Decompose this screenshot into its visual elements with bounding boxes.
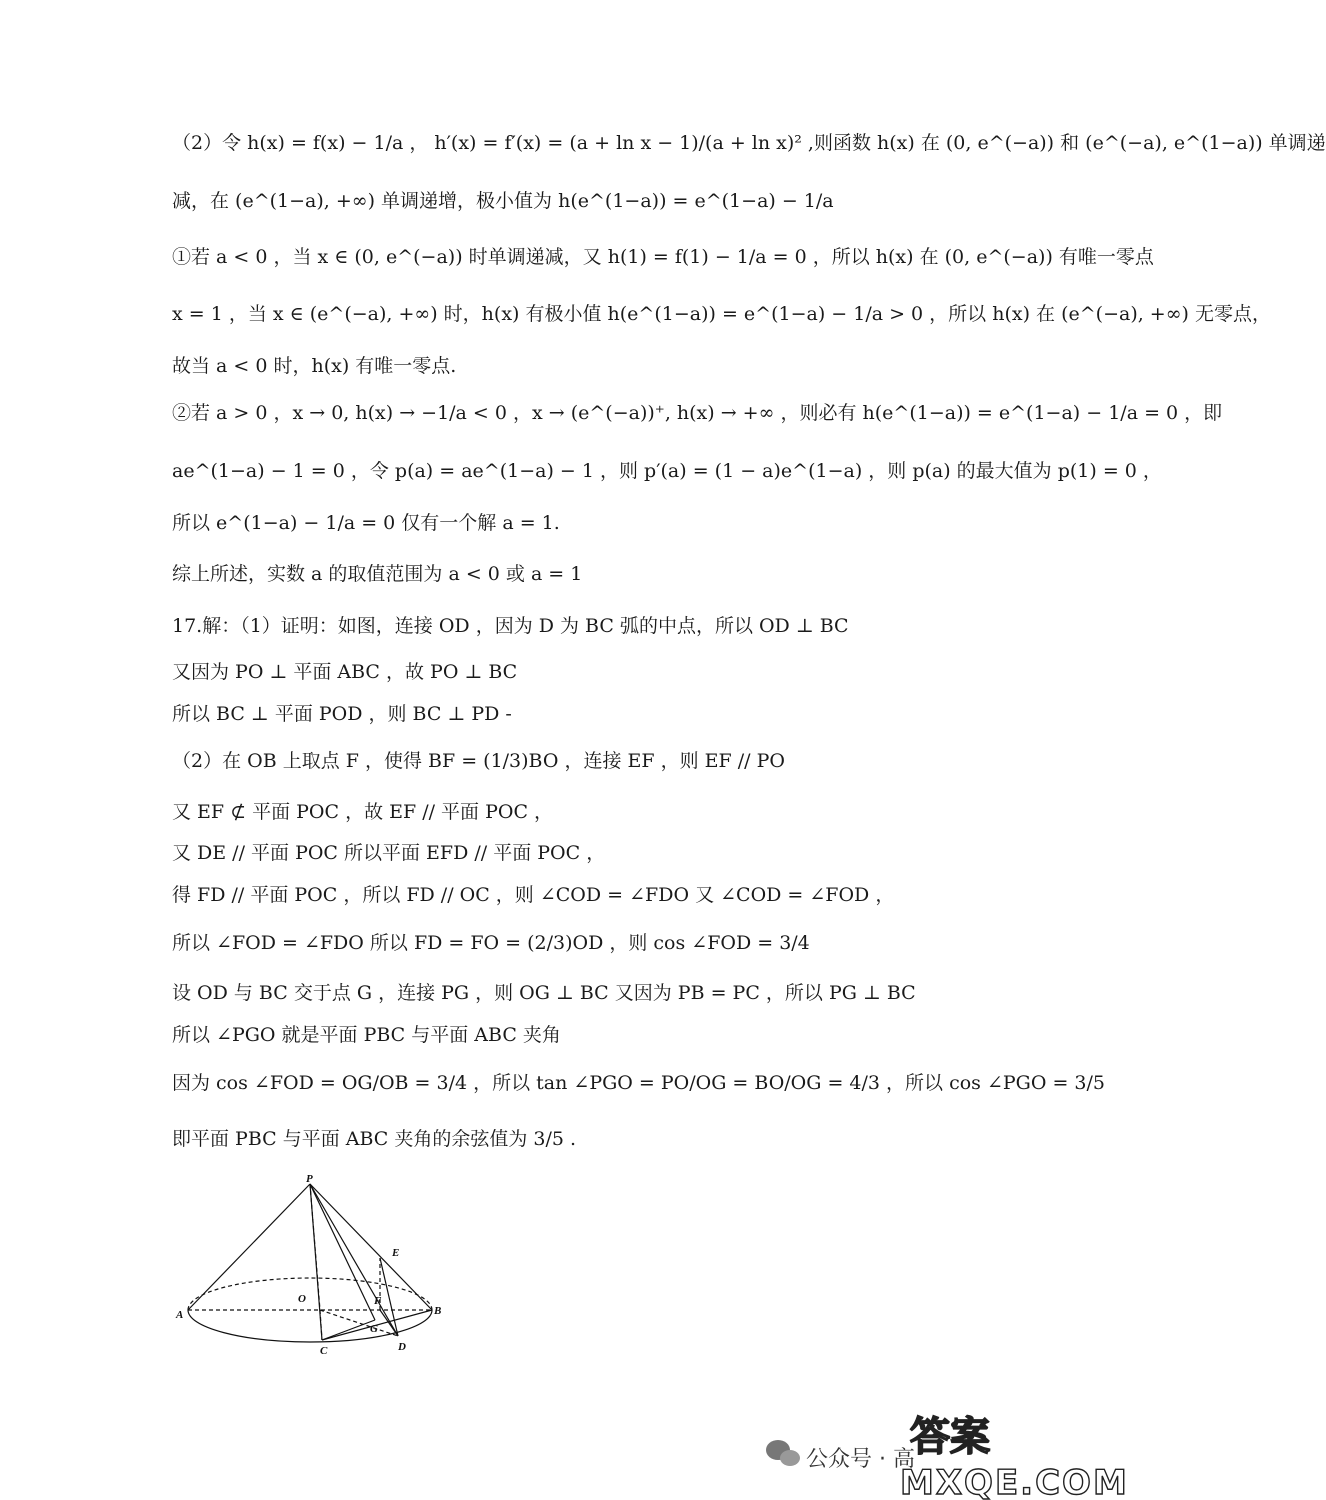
solution-line: ①若 a < 0 ，当 x ∈ (0, e^(−a)) 时单调递减，又 h(1) = f(1) − 1/a = 0 ，所以 h(x) 在 (0, e^(−a)) 有唯一零点 xyxy=(172,246,1154,268)
base-back-arc xyxy=(188,1278,432,1310)
vertex-label: C xyxy=(320,1345,328,1357)
watermark-url: MXQE.COM xyxy=(900,1463,1129,1500)
vertex-label: P xyxy=(306,1173,313,1185)
solution-line: 故当 a < 0 时，h(x) 有唯一零点. xyxy=(172,355,457,377)
watermark-brand: 答案 xyxy=(910,1414,990,1460)
problem-17-line: 即平面 PBC 与平面 ABC 夹角的余弦值为 3/5 . xyxy=(172,1128,577,1150)
problem-17-line: 设 OD 与 BC 交于点 G ，连接 PG ，则 OG ⊥ BC 又因为 PB = PC ，所以 PG ⊥ BC xyxy=(172,982,916,1004)
problem-17-line: 17.解：（1）证明：如图，连接 OD ，因为 D 为 BC 弧的中点，所以 OD ⊥ BC xyxy=(172,615,849,637)
problem-17-line: 所以 ∠FOD = ∠FDO 所以 FD = FO = (2/3)OD ，则 cos ∠FOD = 3/4 xyxy=(172,932,810,954)
vertex-label: F xyxy=(374,1295,382,1307)
vertex-label: G xyxy=(370,1323,378,1335)
problem-17-line: 因为 cos ∠FOD = OG/OB = 3/4 ，所以 tan ∠PGO = PO/OG = BO/OG = 4/3 ，所以 cos ∠PGO = 3/5 xyxy=(172,1072,1105,1094)
problem-17-line: （2）在 OB 上取点 F ，使得 BF = (1/3)BO ，连接 EF ，则 EF // PO xyxy=(172,750,785,772)
watermark xyxy=(760,1410,1129,1500)
watermark-account: 公众号 · 高 xyxy=(806,1447,915,1472)
vertex-label: D xyxy=(398,1341,406,1353)
vertex-label: B xyxy=(434,1305,442,1317)
problem-17-line: 所以 ∠PGO 就是平面 PBC 与平面 ABC 夹角 xyxy=(172,1024,561,1046)
vertex-label: E xyxy=(392,1247,400,1259)
problem-17-line: 又 EF ⊄ 平面 POC ，故 EF // 平面 POC ， xyxy=(172,801,554,823)
problem-17-line: 又因为 PO ⊥ 平面 ABC ，故 PO ⊥ BC xyxy=(172,661,518,683)
problem-17-line: 又 DE // 平面 POC 所以平面 EFD // 平面 POC ， xyxy=(172,842,606,864)
solution-line: （2）令 h(x) = f(x) − 1/a ， h′(x) = f′(x) = (a + ln x − 1)/(a + ln x)² ,则函数 h(x) 在 (0, e^(−a)) 和 (e^(−a), e^(1−a)) 单调递 xyxy=(172,132,1326,154)
solution-line: 综上所述，实数 a 的取值范围为 a < 0 或 a = 1 xyxy=(172,563,583,585)
vertex-label: O xyxy=(298,1293,306,1305)
solution-line: x = 1 ，当 x ∈ (e^(−a), +∞) 时，h(x) 有极小值 h(e^(1−a)) = e^(1−a) − 1/a > 0 ，所以 h(x) 在 (e^(−a), +∞) 无零点， xyxy=(172,303,1272,325)
solution-line: 减，在 (e^(1−a), +∞) 单调递增，极小值为 h(e^(1−a)) = e^(1−a) − 1/a xyxy=(172,190,834,212)
cone-figure xyxy=(170,1170,460,1360)
problem-17-line: 得 FD // 平面 POC ，所以 FD // OC ，则 ∠COD = ∠FDO 又 ∠COD = ∠FOD ， xyxy=(172,884,895,906)
solution-line: 所以 e^(1−a) − 1/a = 0 仅有一个解 a = 1. xyxy=(172,512,560,534)
solution-line: ae^(1−a) − 1 = 0 ，令 p(a) = ae^(1−a) − 1 ，则 p′(a) = (1 − a)e^(1−a) ，则 p(a) 的最大值为 p(1) = 0 ， xyxy=(172,460,1162,482)
vertex-label: A xyxy=(176,1309,184,1321)
wechat-icon xyxy=(766,1440,800,1466)
problem-17-line: 所以 BC ⊥ 平面 POD ，则 BC ⊥ PD - xyxy=(172,703,512,725)
solution-line: ②若 a > 0 ，x → 0, h(x) → −1/a < 0 ，x → (e^(−a))⁺, h(x) → +∞ ，则必有 h(e^(1−a)) = e^(1−a) − 1/a = 0 ，即 xyxy=(172,402,1223,424)
